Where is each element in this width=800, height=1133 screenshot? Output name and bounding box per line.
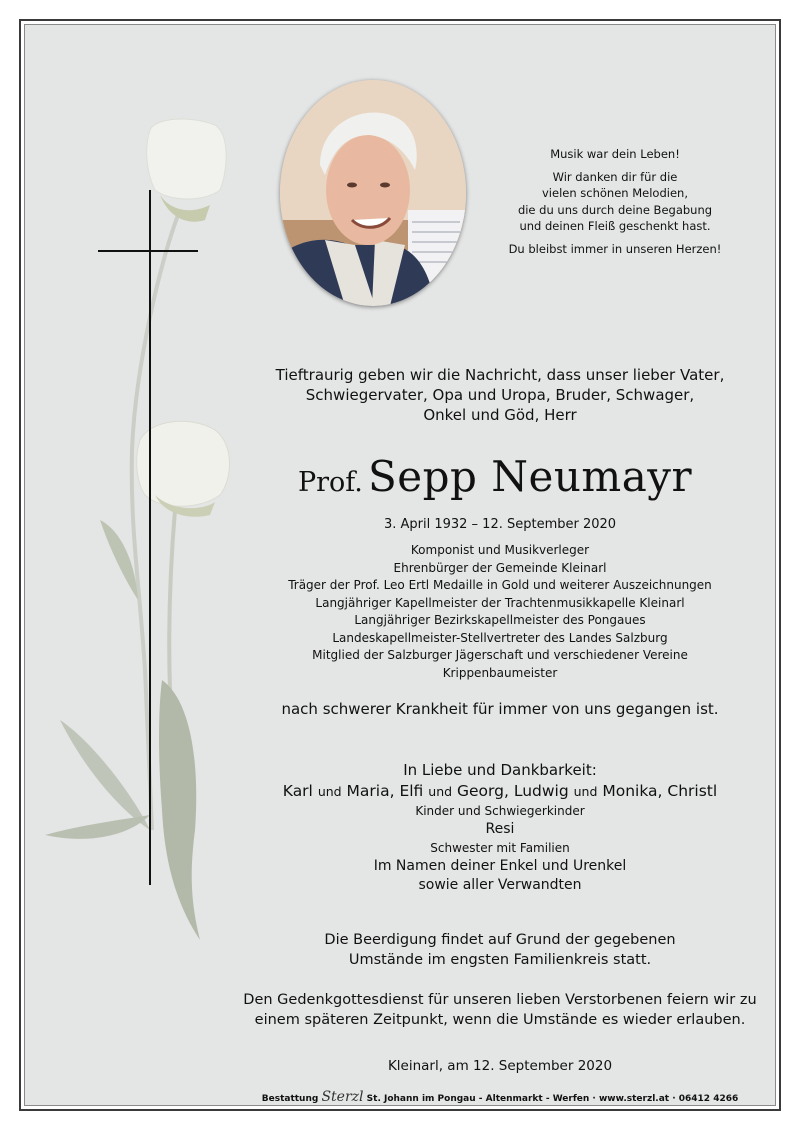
motto-line: Wir danken dir für die xyxy=(552,169,678,184)
motto-line: die du uns durch deine Begabung xyxy=(517,202,713,217)
child-name: Monika, xyxy=(602,782,663,800)
funeral-line: Umstände im engsten Familienkreis statt. xyxy=(348,952,652,968)
portrait-illustration xyxy=(280,80,466,306)
honor-item: Mitglied der Salzburger Jägerschaft und verschiedener Vereine xyxy=(312,648,688,662)
leaf xyxy=(60,720,150,830)
life-dates: 3. April 1932 – 12. September 2020 xyxy=(383,517,617,532)
sister-label: Schwester mit Familien xyxy=(430,841,570,855)
motto-line: Musik war dein Leben! xyxy=(550,147,680,161)
memorial-line: einem späteren Zeitpunkt, wenn die Umstände es wieder erlauben. xyxy=(254,1012,746,1028)
funeral-home-logo: Sterzl xyxy=(321,1089,364,1105)
rose-bud-top xyxy=(147,119,226,199)
honor-item: Ehrenbürger der Gemeinde Kleinarl xyxy=(393,560,607,575)
honor-item: Landeskapellmeister-Stellvertreter des Landes Salzburg xyxy=(332,630,668,645)
intro-line: Onkel und Göd, Herr xyxy=(423,406,577,424)
memorial-line: Den Gedenkgottesdienst für unseren lieben Verstorbenen feiern wir zu xyxy=(243,992,757,1008)
deceased-title: Prof. xyxy=(297,467,363,498)
funeral-notice xyxy=(220,930,780,970)
intro-line: Schwiegervater, Opa und Uropa, Bruder, Schwager, xyxy=(305,386,695,404)
footer-details: St. Johann im Pongau - Altenmarkt - Werfen · www.sterzl.at · 06412 4266 xyxy=(366,1094,739,1104)
honors-list xyxy=(240,542,760,682)
motto-text xyxy=(480,146,750,261)
child-name: Ludwig xyxy=(513,782,569,800)
honor-item: Langjähriger Bezirkskapellmeister des Pongaues xyxy=(354,613,646,627)
honor-item: Krippenbaumeister xyxy=(442,665,558,680)
conjunction: und xyxy=(428,784,453,799)
memorial-service-notice xyxy=(220,990,780,1030)
child-name: Karl xyxy=(282,782,313,800)
announcement-intro xyxy=(240,365,760,425)
place-and-date: Kleinarl, am 12. September 2020 xyxy=(387,1058,613,1074)
funeral-home-footer xyxy=(200,1089,800,1105)
honor-item: Träger der Prof. Leo Ertl Medaille in Gold und weiterer Auszeichnungen xyxy=(288,578,712,592)
motto-closing: Du bleibst immer in unseren Herzen! xyxy=(508,241,722,256)
child-name: Christl xyxy=(667,782,718,800)
motto-line: und deinen Fleiß geschenkt hast. xyxy=(519,219,711,233)
funeral-line: Die Beerdigung findet auf Grund der gegebenen xyxy=(324,932,676,948)
child-name: Elfi xyxy=(399,782,424,800)
children-names xyxy=(220,781,780,802)
deceased-name-heading xyxy=(250,452,740,501)
child-name: Georg, xyxy=(456,782,509,800)
conjunction: und xyxy=(573,784,598,799)
children-label: Kinder und Schwiegerkinder xyxy=(415,804,585,818)
intro-line: Tieftraurig geben wir die Nachricht, dass unser lieber Vater, xyxy=(275,366,725,384)
honor-item: Langjähriger Kapellmeister der Trachtenmusikkapelle Kleinarl xyxy=(315,595,685,610)
honor-item: Komponist und Musikverleger xyxy=(410,543,590,557)
portrait-photo xyxy=(280,80,466,306)
sister-name: Resi xyxy=(485,821,515,837)
leaf xyxy=(159,680,200,940)
mourners-heading: In Liebe und Dankbarkeit: xyxy=(403,761,597,779)
deceased-name: Sepp Neumayr xyxy=(367,452,693,501)
mourners-section xyxy=(220,760,780,895)
footer-prefix: Bestattung xyxy=(261,1094,319,1104)
leaf xyxy=(45,815,150,839)
relatives-line: sowie aller Verwandten xyxy=(418,877,582,893)
passing-statement: nach schwerer Krankheit für immer von uns gegangen ist. xyxy=(281,700,719,718)
motto-line: vielen schönen Melodien, xyxy=(542,186,688,200)
grandchildren-line: Im Namen deiner Enkel und Urenkel xyxy=(373,858,627,874)
rose-stem xyxy=(169,510,175,690)
conjunction: und xyxy=(317,784,342,799)
child-name: Maria, xyxy=(346,782,395,800)
